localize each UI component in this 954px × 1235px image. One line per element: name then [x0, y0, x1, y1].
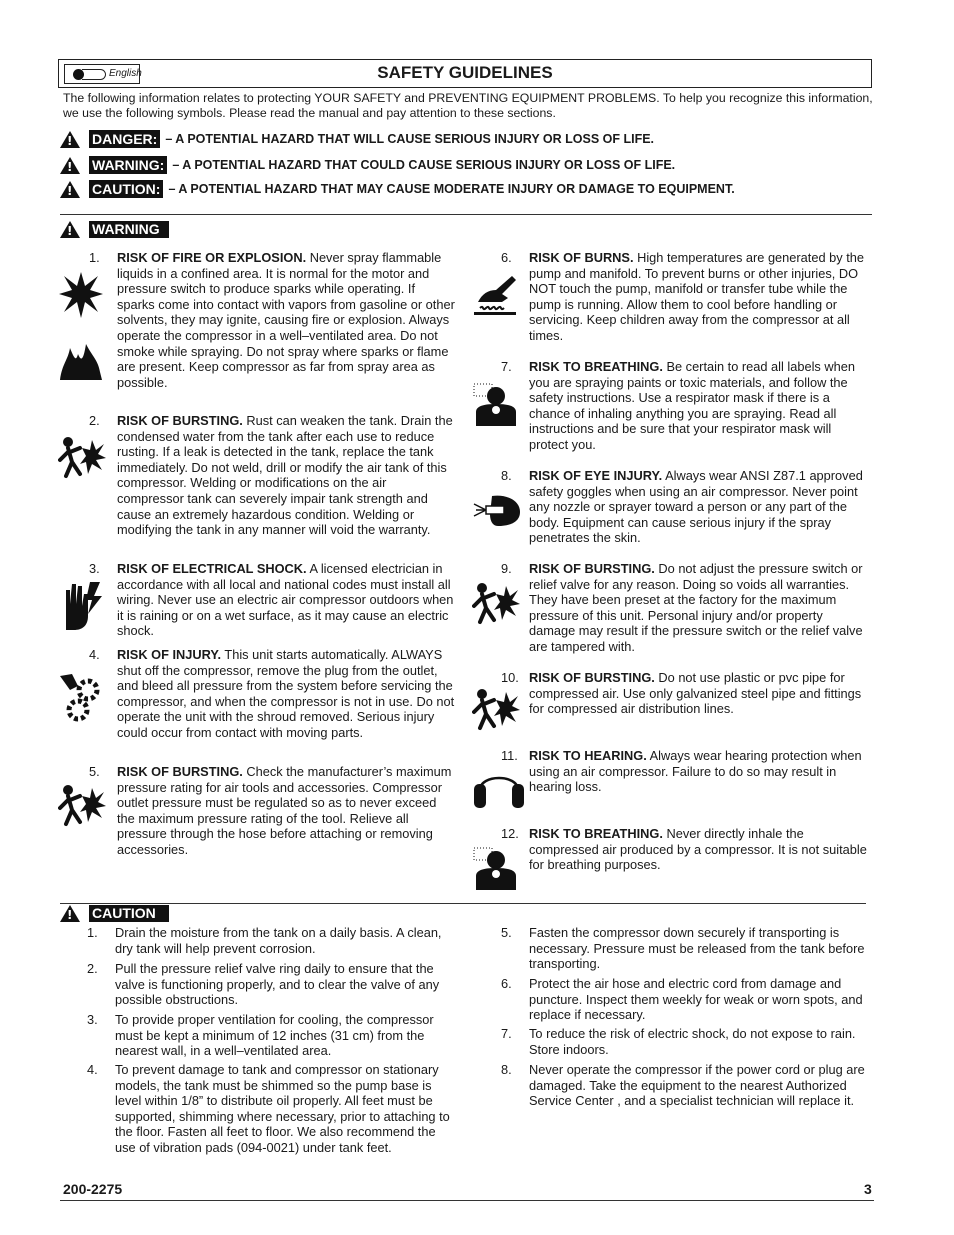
item-number: 10.	[501, 670, 519, 685]
item-body: To prevent damage to tank and compressor on stationary models, the tank must be shimmed so the pump base is level within 1/8” to distribute oil properly. All feet must be supported, shimming where necessary, prior to attaching to the floor. Fasten all feet to floor. We also recommend the use of vibration pads (094-0021) under tank feet.	[115, 1062, 450, 1155]
hearing-protection-icon	[472, 766, 526, 810]
moving-parts-icon	[58, 672, 106, 722]
item-title: RISK TO BREATHING.	[529, 826, 663, 841]
bursting-icon	[472, 582, 520, 628]
eye-injury-icon	[472, 492, 522, 528]
hot-surface-icon	[472, 268, 518, 316]
item-number: 9.	[501, 561, 512, 576]
explosion-icon	[58, 270, 104, 320]
item-number: 7.	[501, 1026, 512, 1041]
item-number: 12.	[501, 826, 519, 841]
bursting-icon	[58, 436, 106, 482]
item-body: Fasten the compressor down securely if transporting is necessary. Pressure must be released from the tank before transporting.	[529, 925, 865, 972]
item-title: RISK TO BREATHING.	[529, 359, 663, 374]
signal-danger	[60, 130, 654, 148]
item-title: RISK OF ELECTRICAL SHOCK.	[117, 561, 307, 576]
item-body: Protect the air hose and electric cord from damage and puncture. Inspect them weekly for weak or worn spots, and replace if necessary.	[529, 976, 863, 1023]
item-number: 2.	[89, 413, 100, 428]
item-title: RISK OF INJURY.	[117, 647, 222, 662]
item-body: To reduce the risk of electric shock, do not expose to rain. Store indoors.	[529, 1026, 856, 1057]
signal-label: CAUTION:	[89, 180, 163, 198]
item-title: RISK OF BURSTING.	[529, 561, 655, 576]
item-body: Be certain to read all labels when you are spraying paints or toxic materials, and follow the safety instructions. Use a respirator mask if there is a chance of inhaling anything you are spraying. Read all instructions and be sure that your respirator mask will protect you.	[529, 359, 855, 452]
signal-warning	[60, 156, 675, 174]
item-number: 1.	[89, 250, 100, 265]
item-number: 2.	[87, 961, 98, 976]
caution-section-header	[60, 905, 169, 922]
item-number: 3.	[89, 561, 100, 576]
alert-triangle-icon	[60, 221, 80, 238]
item-number: 1.	[87, 925, 98, 940]
divider	[60, 903, 866, 904]
item-body: Rust can weaken the tank. Drain the condensed water from the tank after each use to reduce rusting. If a leak is detected in the tank, replace the tank immediately. Do not weld, drill or modify the air tank of this compressor. Welding or modifications on the air compressor tank can severely impair tank strength and cause an extremely hazardous condition. Welding or modifying the tank in any manner will void the warranty.	[117, 413, 453, 538]
item-title: RISK TO HEARING.	[529, 748, 647, 763]
item-body: To provide proper ventilation for cooling, the compressor must be kept a minimum of 12 inches (31 cm) from the nearest wall, in a well–ventilated area.	[115, 1012, 434, 1059]
item-number: 8.	[501, 468, 512, 483]
item-title: RISK OF EYE INJURY.	[529, 468, 663, 483]
respirator-icon	[472, 382, 518, 428]
electric-shock-icon	[58, 580, 104, 632]
header-box	[58, 59, 872, 88]
item-body: Drain the moisture from the tank on a daily basis. A clean, dry tank will help prevent corrosion.	[115, 925, 442, 956]
page-title: SAFETY GUIDELINES	[377, 63, 553, 82]
item-number: 3.	[87, 1012, 98, 1027]
item-body: This unit starts automatically. ALWAYS shut off the compressor, remove the plug from the outlet, and bleed all pressure from the system before servicing the compressor, and when the compressor is not in use. Do not operate the unit with the shroud removed. Serious injury could occur from contact with moving parts.	[117, 647, 455, 740]
item-title: RISK OF BURSTING.	[529, 670, 655, 685]
item-number: 6.	[501, 250, 512, 265]
alert-triangle-icon	[60, 131, 80, 148]
item-number: 8.	[501, 1062, 512, 1077]
bursting-icon	[472, 688, 520, 734]
warning-section-header	[60, 221, 169, 238]
item-number: 4.	[89, 647, 100, 662]
caution-label: CAUTION	[89, 905, 169, 922]
item-body: Do not use plastic or pvc pipe for compressed air. Use only galvanized steel pipe and fittings for compressed air distribution lines.	[529, 670, 862, 717]
signal-text: – A POTENTIAL HAZARD THAT COULD CAUSE SERIOUS INJURY OR LOSS OF LIFE.	[172, 158, 676, 172]
alert-triangle-icon	[60, 905, 80, 922]
fire-icon	[58, 342, 104, 382]
item-body: Do not adjust the pressure switch or relief valve for any reason. Doing so voids all warranties. They have been preset at the factory for the maximum pressure of this unit. Personal injury and/or property damage may result if the pressure switch or the relief valve are tampered with.	[529, 561, 863, 654]
warning-label: WARNING	[89, 221, 169, 238]
item-title: RISK OF BURNS.	[529, 250, 634, 265]
document-number: 200-2275	[63, 1181, 123, 1197]
signal-caution	[60, 180, 735, 198]
alert-triangle-icon	[60, 181, 80, 198]
item-number: 11.	[501, 748, 518, 763]
item-title: RISK OF FIRE OR EXPLOSION.	[117, 250, 307, 265]
item-title: RISK OF BURSTING.	[117, 764, 243, 779]
language-label: English	[109, 68, 142, 79]
page-number: 3	[864, 1181, 872, 1197]
footer-rule	[60, 1200, 874, 1201]
signal-text: – A POTENTIAL HAZARD THAT WILL CAUSE SERIOUS INJURY OR LOSS OF LIFE.	[165, 132, 655, 146]
divider	[60, 214, 872, 215]
item-body: Never operate the compressor if the power cord or plug are damaged. Take the equipment to the nearest Authorized Service Center , and a specialist technician will replace it.	[529, 1062, 865, 1109]
item-number: 6.	[501, 976, 512, 991]
signal-label: WARNING:	[89, 156, 167, 174]
signal-label: DANGER:	[89, 130, 160, 148]
item-number: 5.	[501, 925, 512, 940]
respirator-icon	[472, 846, 518, 892]
intro-text: The following information relates to protecting YOUR SAFETY and PREVENTING EQUIPMENT PROBLEMS. To help you recognize this information, we use the following symbols. Please read the manual and pay attention to these sections.	[63, 91, 873, 120]
alert-triangle-icon	[60, 157, 80, 174]
item-body: Always wear hearing protection when using an air compressor. Failure to do so may result in hearing loss.	[529, 748, 862, 795]
signal-text: – A POTENTIAL HAZARD THAT MAY CAUSE MODERATE INJURY OR DAMAGE TO EQUIPMENT.	[168, 182, 735, 196]
item-body: High temperatures are generated by the pump and manifold. To prevent burns or other injuries, DO NOT touch the pump, manifold or transfer tube while the pump is running. Allow them to cool before handling or servicing. Keep children away from the compressor at all times.	[529, 250, 864, 343]
item-body: Pull the pressure relief valve ring daily to ensure that the valve is functioning properly, and to clear the valve of any possible obstructions.	[115, 961, 440, 1008]
item-number: 4.	[87, 1062, 98, 1077]
item-body: Never spray flammable liquids in a confined area. It is normal for the motor and pressure switch to produce sparks while operating. If sparks come into contact with vapors from gasoline or other solvents, they may ignite, causing fire or explosion. Always operate the compressor in a well–ventilated area. Do not smoke while spraying. Do not spray where sparks or flame are present. Keep compressor as far from spray area as possible.	[117, 250, 455, 390]
bursting-icon	[58, 784, 106, 830]
item-body: A licensed electrician in accordance with all local and national codes must install all wiring. Never use an electric air compressor outdoors when it is raining or on a wet surface, as it may cause an electric shock.	[117, 561, 454, 639]
item-body: Always wear ANSI Z87.1 approved safety goggles when using an air compressor. Never point any nozzle or sprayer toward a person or any part of the body. Equipment can cause serious injury if the spray penetrates the skin.	[529, 468, 863, 546]
item-body: Check the manufacturer’s maximum pressure rating for air tools and accessories. Compressor outlet pressure must be regulated so as to never exceed the maximum pressure rating of the tool. Relieve all pressure through the hose before attaching or removing accessories.	[117, 764, 452, 857]
item-number: 7.	[501, 359, 512, 374]
item-number: 5.	[89, 764, 100, 779]
item-body: Never directly inhale the compressed air produced by a compressor. It is not suitable for breathing purposes.	[529, 826, 867, 873]
item-title: RISK OF BURSTING.	[117, 413, 243, 428]
